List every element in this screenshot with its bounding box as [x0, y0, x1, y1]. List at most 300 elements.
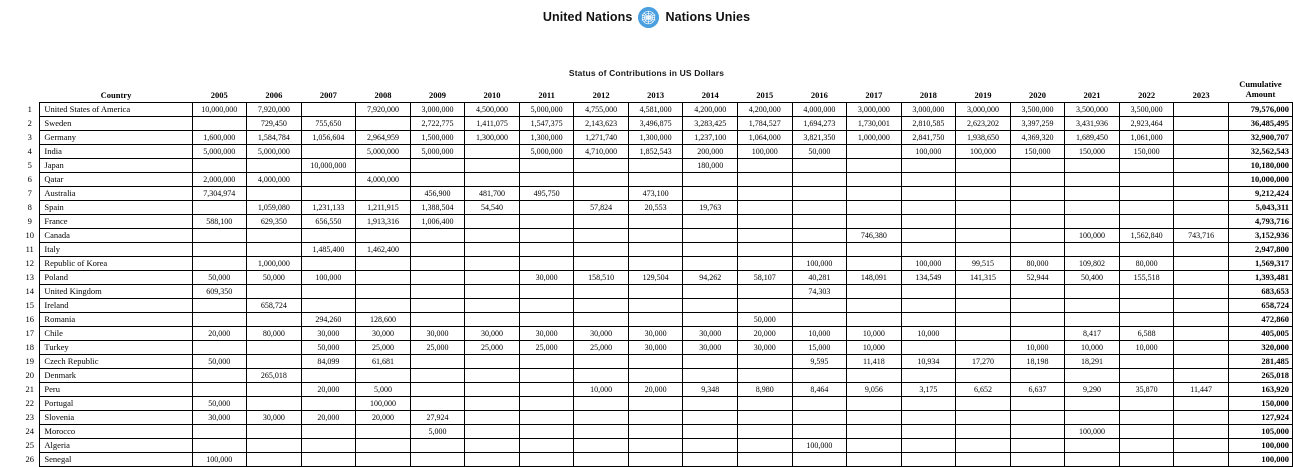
contribution-cell-2022: 80,000	[1119, 256, 1174, 270]
contribution-cell-2016	[792, 186, 847, 200]
country-name-cell: Morocco	[40, 424, 192, 438]
contribution-cell-2019	[956, 452, 1011, 466]
contribution-cell-2010	[465, 410, 520, 424]
contribution-cell-2019	[956, 326, 1011, 340]
contribution-cell-2012	[574, 312, 629, 326]
contribution-cell-2010	[465, 228, 520, 242]
contribution-cell-2020	[1010, 396, 1065, 410]
contribution-cell-2006: 729,450	[247, 116, 302, 130]
contribution-cell-2006	[247, 228, 302, 242]
contribution-cell-2023	[1174, 158, 1229, 172]
contribution-cell-2005	[192, 228, 247, 242]
table-row	[20, 144, 1293, 158]
contribution-cell-2022: 6,588	[1119, 326, 1174, 340]
contribution-cell-2010: 481,700	[465, 186, 520, 200]
contributions-table-container	[0, 80, 1293, 467]
contribution-cell-2015: 30,000	[738, 340, 793, 354]
contribution-cell-2014	[683, 368, 738, 382]
contribution-cell-2020	[1010, 298, 1065, 312]
contribution-cell-2014	[683, 396, 738, 410]
contribution-cell-2008	[356, 116, 411, 130]
contribution-cell-2010	[465, 214, 520, 228]
contribution-cell-2022	[1119, 438, 1174, 452]
contribution-cell-2022	[1119, 354, 1174, 368]
contribution-cell-2009	[410, 452, 465, 466]
contribution-cell-2017	[847, 214, 902, 228]
contribution-cell-2010: 25,000	[465, 340, 520, 354]
contribution-cell-2006: 50,000	[247, 270, 302, 284]
contribution-cell-2009: 25,000	[410, 340, 465, 354]
table-row	[20, 354, 1293, 368]
contribution-cell-2018	[901, 172, 956, 186]
contribution-cell-2005	[192, 438, 247, 452]
contribution-cell-2017: 11,418	[847, 354, 902, 368]
contribution-cell-2016	[792, 452, 847, 466]
contribution-cell-2005	[192, 158, 247, 172]
contribution-cell-2020: 10,000	[1010, 340, 1065, 354]
table-row	[20, 186, 1293, 200]
contribution-cell-2012: 30,000	[574, 326, 629, 340]
row-number: 2	[27, 117, 32, 128]
table-row	[20, 424, 1293, 438]
contribution-cell-2018: 134,549	[901, 270, 956, 284]
contribution-cell-2018: 2,810,585	[901, 116, 956, 130]
contribution-cell-2023	[1174, 396, 1229, 410]
contribution-cell-2011	[519, 284, 574, 298]
contribution-cell-2015	[738, 200, 793, 214]
contribution-cell-2023	[1174, 298, 1229, 312]
contribution-cell-2019	[956, 410, 1011, 424]
contribution-cell-2022	[1119, 200, 1174, 214]
country-name-cell: India	[40, 144, 192, 158]
contribution-cell-2012: 4,710,000	[574, 144, 629, 158]
column-header-year-2009: 2009	[428, 89, 446, 100]
contribution-cell-2009: 1,388,504	[410, 200, 465, 214]
contribution-cell-2007: 50,000	[301, 340, 356, 354]
contribution-cell-2020	[1010, 326, 1065, 340]
contribution-cell-2011	[519, 298, 574, 312]
contribution-cell-2015: 1,064,000	[738, 130, 793, 144]
contribution-cell-2008	[356, 438, 411, 452]
cumulative-amount-cell: 405,005	[1228, 326, 1292, 340]
row-number: 12	[25, 257, 34, 268]
contribution-cell-2013: 1,852,543	[628, 144, 683, 158]
cumulative-amount-cell: 10,180,000	[1228, 158, 1292, 172]
contribution-cell-2010: 1,411,075	[465, 116, 520, 130]
contribution-cell-2006: 80,000	[247, 326, 302, 340]
contribution-cell-2019	[956, 158, 1011, 172]
contribution-cell-2018	[901, 368, 956, 382]
contribution-cell-2012	[574, 298, 629, 312]
contribution-cell-2011	[519, 438, 574, 452]
contribution-cell-2019	[956, 284, 1011, 298]
contribution-cell-2020: 18,198	[1010, 354, 1065, 368]
contribution-cell-2014	[683, 172, 738, 186]
contribution-cell-2010	[465, 298, 520, 312]
contribution-cell-2011	[519, 354, 574, 368]
contribution-cell-2016	[792, 172, 847, 186]
contribution-cell-2016	[792, 368, 847, 382]
contribution-cell-2021	[1065, 158, 1120, 172]
contribution-cell-2016	[792, 200, 847, 214]
contribution-cell-2010: 54,540	[465, 200, 520, 214]
contribution-cell-2013	[628, 354, 683, 368]
contribution-cell-2016: 50,000	[792, 144, 847, 158]
contribution-cell-2013	[628, 214, 683, 228]
contribution-cell-2009: 456,900	[410, 186, 465, 200]
cumulative-amount-cell: 32,900,707	[1228, 130, 1292, 144]
contribution-cell-2009	[410, 298, 465, 312]
contribution-cell-2005: 7,304,974	[192, 186, 247, 200]
column-header-year-2010: 2010	[483, 89, 501, 100]
contribution-cell-2005	[192, 200, 247, 214]
contribution-cell-2006	[247, 438, 302, 452]
contribution-cell-2017	[847, 158, 902, 172]
contribution-cell-2016	[792, 158, 847, 172]
contribution-cell-2016: 40,281	[792, 270, 847, 284]
contribution-cell-2005: 2,000,000	[192, 172, 247, 186]
cumulative-amount-cell: 10,000,000	[1228, 172, 1292, 186]
contribution-cell-2014	[683, 256, 738, 270]
contribution-cell-2015: 4,200,000	[738, 102, 793, 116]
contribution-cell-2008: 61,681	[356, 354, 411, 368]
contribution-cell-2016: 10,000	[792, 326, 847, 340]
contribution-cell-2008: 2,964,959	[356, 130, 411, 144]
row-number: 14	[25, 285, 34, 296]
contributions-table	[20, 80, 1293, 467]
contribution-cell-2022: 10,000	[1119, 340, 1174, 354]
masthead-left-text: United Nations	[542, 10, 633, 24]
contribution-cell-2009	[410, 256, 465, 270]
row-number: 8	[27, 201, 32, 212]
contribution-cell-2022	[1119, 158, 1174, 172]
column-header-year-2017: 2017	[865, 89, 883, 100]
contribution-cell-2006	[247, 424, 302, 438]
contribution-cell-2013	[628, 438, 683, 452]
contribution-cell-2020	[1010, 312, 1065, 326]
contribution-cell-2009: 2,722,775	[410, 116, 465, 130]
contribution-cell-2021: 150,000	[1065, 144, 1120, 158]
contribution-cell-2018: 3,000,000	[901, 102, 956, 116]
country-name-cell: France	[40, 214, 192, 228]
contribution-cell-2007: 84,099	[301, 354, 356, 368]
contribution-cell-2006: 4,000,000	[247, 172, 302, 186]
contribution-cell-2020	[1010, 214, 1065, 228]
contribution-cell-2015: 1,784,527	[738, 116, 793, 130]
country-name-cell: Qatar	[40, 172, 192, 186]
contribution-cell-2019	[956, 242, 1011, 256]
contribution-cell-2019	[956, 340, 1011, 354]
row-number: 13	[25, 271, 34, 282]
contribution-cell-2007: 20,000	[301, 410, 356, 424]
contribution-cell-2007	[301, 102, 356, 116]
column-header-cumulative-amount	[1228, 80, 1292, 102]
contribution-cell-2007: 755,650	[301, 116, 356, 130]
contribution-cell-2018	[901, 452, 956, 466]
contribution-cell-2019	[956, 172, 1011, 186]
contribution-cell-2006: 658,724	[247, 298, 302, 312]
contribution-cell-2023	[1174, 452, 1229, 466]
row-number: 18	[25, 341, 34, 352]
contribution-cell-2018	[901, 396, 956, 410]
contribution-cell-2007	[301, 228, 356, 242]
contribution-cell-2022	[1119, 172, 1174, 186]
country-name-cell: Chile	[40, 326, 192, 340]
contribution-cell-2016: 8,464	[792, 382, 847, 396]
table-row	[20, 102, 1293, 116]
table-row	[20, 256, 1293, 270]
contribution-cell-2014: 1,237,100	[683, 130, 738, 144]
table-row	[20, 200, 1293, 214]
contribution-cell-2009	[410, 158, 465, 172]
contribution-cell-2005: 100,000	[192, 452, 247, 466]
contribution-cell-2013	[628, 452, 683, 466]
contribution-cell-2007: 1,231,133	[301, 200, 356, 214]
contribution-cell-2021	[1065, 452, 1120, 466]
contribution-cell-2016	[792, 228, 847, 242]
contribution-cell-2023	[1174, 312, 1229, 326]
contribution-cell-2014: 9,348	[683, 382, 738, 396]
contribution-cell-2017: 1,730,001	[847, 116, 902, 130]
contribution-cell-2015: 100,000	[738, 144, 793, 158]
contribution-cell-2015	[738, 368, 793, 382]
contribution-cell-2015: 20,000	[738, 326, 793, 340]
contribution-cell-2014	[683, 452, 738, 466]
contribution-cell-2007	[301, 284, 356, 298]
contribution-cell-2012	[574, 410, 629, 424]
contribution-cell-2023	[1174, 214, 1229, 228]
contribution-cell-2006: 5,000,000	[247, 144, 302, 158]
contribution-cell-2021: 3,500,000	[1065, 102, 1120, 116]
contribution-cell-2009: 5,000	[410, 424, 465, 438]
contribution-cell-2014	[683, 284, 738, 298]
contribution-cell-2022	[1119, 452, 1174, 466]
contribution-cell-2014: 19,763	[683, 200, 738, 214]
contribution-cell-2013: 473,100	[628, 186, 683, 200]
contribution-cell-2016: 3,821,350	[792, 130, 847, 144]
contribution-cell-2006: 30,000	[247, 410, 302, 424]
contribution-cell-2018: 10,934	[901, 354, 956, 368]
contribution-cell-2006	[247, 312, 302, 326]
contribution-cell-2022: 155,518	[1119, 270, 1174, 284]
contribution-cell-2012	[574, 452, 629, 466]
contribution-cell-2012	[574, 186, 629, 200]
row-number: 23	[25, 411, 34, 422]
contribution-cell-2006: 1,059,080	[247, 200, 302, 214]
contribution-cell-2021	[1065, 186, 1120, 200]
contribution-cell-2016	[792, 424, 847, 438]
contribution-cell-2005: 10,000,000	[192, 102, 247, 116]
contribution-cell-2016: 15,000	[792, 340, 847, 354]
contribution-cell-2007	[301, 368, 356, 382]
contribution-cell-2016: 74,303	[792, 284, 847, 298]
contribution-cell-2008	[356, 368, 411, 382]
contribution-cell-2011: 1,300,000	[519, 130, 574, 144]
contribution-cell-2017: 10,000	[847, 340, 902, 354]
cumulative-amount-cell: 4,793,716	[1228, 214, 1292, 228]
cumulative-amount-cell: 100,000	[1228, 438, 1292, 452]
country-name-cell: Slovenia	[40, 410, 192, 424]
contribution-cell-2014	[683, 242, 738, 256]
contribution-cell-2015	[738, 424, 793, 438]
contribution-cell-2005: 1,600,000	[192, 130, 247, 144]
contribution-cell-2007	[301, 172, 356, 186]
row-number: 6	[27, 173, 32, 184]
contribution-cell-2014: 3,283,425	[683, 116, 738, 130]
contribution-cell-2006	[247, 340, 302, 354]
contribution-cell-2014: 200,000	[683, 144, 738, 158]
contribution-cell-2020	[1010, 158, 1065, 172]
column-header-year-2021: 2021	[1083, 89, 1101, 100]
contribution-cell-2010	[465, 312, 520, 326]
contribution-cell-2011: 30,000	[519, 326, 574, 340]
column-header-year-2015: 2015	[756, 89, 774, 100]
contribution-cell-2012	[574, 242, 629, 256]
contribution-cell-2015: 58,107	[738, 270, 793, 284]
contribution-cell-2008	[356, 256, 411, 270]
contribution-cell-2005: 50,000	[192, 354, 247, 368]
contribution-cell-2021	[1065, 172, 1120, 186]
table-row	[20, 438, 1293, 452]
row-number: 22	[25, 397, 34, 408]
table-body	[20, 102, 1293, 466]
contribution-cell-2016: 1,694,273	[792, 116, 847, 130]
cumulative-amount-cell: 3,152,936	[1228, 228, 1292, 242]
contribution-cell-2016: 100,000	[792, 438, 847, 452]
column-header-year-2011: 2011	[538, 89, 555, 100]
contribution-cell-2011	[519, 396, 574, 410]
contribution-cell-2006	[247, 158, 302, 172]
contribution-cell-2011	[519, 172, 574, 186]
contribution-cell-2021	[1065, 368, 1120, 382]
contribution-cell-2020	[1010, 200, 1065, 214]
contribution-cell-2005: 50,000	[192, 396, 247, 410]
contribution-cell-2019	[956, 186, 1011, 200]
contribution-cell-2012	[574, 256, 629, 270]
cumulative-amount-cell: 105,000	[1228, 424, 1292, 438]
contribution-cell-2007: 656,550	[301, 214, 356, 228]
contribution-cell-2015	[738, 242, 793, 256]
table-row	[20, 340, 1293, 354]
contribution-cell-2022	[1119, 368, 1174, 382]
contribution-cell-2017: 148,091	[847, 270, 902, 284]
contribution-cell-2011	[519, 256, 574, 270]
contribution-cell-2020: 3,397,259	[1010, 116, 1065, 130]
contribution-cell-2012: 158,510	[574, 270, 629, 284]
column-header-year-2007: 2007	[319, 89, 337, 100]
contribution-cell-2021: 109,802	[1065, 256, 1120, 270]
contribution-cell-2008	[356, 452, 411, 466]
contribution-cell-2011	[519, 158, 574, 172]
contribution-cell-2021	[1065, 312, 1120, 326]
row-number: 7	[27, 187, 32, 198]
contribution-cell-2022	[1119, 186, 1174, 200]
contribution-cell-2009: 1,500,000	[410, 130, 465, 144]
contribution-cell-2021	[1065, 200, 1120, 214]
table-row	[20, 214, 1293, 228]
column-header-year-2005: 2005	[210, 89, 228, 100]
contribution-cell-2022: 2,923,464	[1119, 116, 1174, 130]
contribution-cell-2017: 1,000,000	[847, 130, 902, 144]
contribution-cell-2020	[1010, 410, 1065, 424]
column-header-year-2016: 2016	[810, 89, 828, 100]
contribution-cell-2018	[901, 340, 956, 354]
table-row	[20, 452, 1293, 466]
contribution-cell-2023	[1174, 186, 1229, 200]
contribution-cell-2008: 1,462,400	[356, 242, 411, 256]
contribution-cell-2012: 57,824	[574, 200, 629, 214]
contribution-cell-2015	[738, 438, 793, 452]
contribution-cell-2022	[1119, 312, 1174, 326]
contribution-cell-2008	[356, 284, 411, 298]
table-row	[20, 298, 1293, 312]
contribution-cell-2010	[465, 270, 520, 284]
country-name-cell: Peru	[40, 382, 192, 396]
contribution-cell-2013: 30,000	[628, 340, 683, 354]
contribution-cell-2018	[901, 424, 956, 438]
contribution-cell-2015	[738, 186, 793, 200]
row-number: 19	[25, 355, 34, 366]
contribution-cell-2013: 4,581,000	[628, 102, 683, 116]
contribution-cell-2008: 100,000	[356, 396, 411, 410]
contribution-cell-2012	[574, 438, 629, 452]
contribution-cell-2018	[901, 438, 956, 452]
contribution-cell-2008: 1,913,316	[356, 214, 411, 228]
table-row	[20, 270, 1293, 284]
row-number: 4	[27, 145, 32, 156]
column-header-year-2008: 2008	[374, 89, 392, 100]
contribution-cell-2016	[792, 214, 847, 228]
contribution-cell-2013	[628, 284, 683, 298]
un-emblem-icon	[638, 7, 659, 28]
contribution-cell-2013	[628, 298, 683, 312]
contribution-cell-2005: 5,000,000	[192, 144, 247, 158]
cumulative-amount-cell: 281,485	[1228, 354, 1292, 368]
cumulative-amount-cell: 658,724	[1228, 298, 1292, 312]
cumulative-amount-cell: 472,860	[1228, 312, 1292, 326]
contribution-cell-2011	[519, 242, 574, 256]
cumulative-amount-cell: 2,947,800	[1228, 242, 1292, 256]
contribution-cell-2020	[1010, 228, 1065, 242]
contribution-cell-2017	[847, 242, 902, 256]
contribution-cell-2018: 2,841,750	[901, 130, 956, 144]
row-number: 9	[27, 215, 32, 226]
contribution-cell-2023: 11,447	[1174, 382, 1229, 396]
contribution-cell-2009: 27,924	[410, 410, 465, 424]
contribution-cell-2015: 8,980	[738, 382, 793, 396]
contribution-cell-2022: 3,500,000	[1119, 102, 1174, 116]
contribution-cell-2007	[301, 144, 356, 158]
contribution-cell-2021	[1065, 284, 1120, 298]
contribution-cell-2023	[1174, 144, 1229, 158]
contribution-cell-2007	[301, 438, 356, 452]
table-header	[20, 80, 1293, 102]
contribution-cell-2013	[628, 242, 683, 256]
table-row	[20, 284, 1293, 298]
contribution-cell-2015	[738, 298, 793, 312]
country-name-cell: Romania	[40, 312, 192, 326]
contribution-cell-2010	[465, 158, 520, 172]
contribution-cell-2005: 20,000	[192, 326, 247, 340]
contribution-cell-2010: 4,500,000	[465, 102, 520, 116]
contribution-cell-2006	[247, 452, 302, 466]
contribution-cell-2017: 9,056	[847, 382, 902, 396]
contribution-cell-2020: 150,000	[1010, 144, 1065, 158]
contribution-cell-2016	[792, 396, 847, 410]
contribution-cell-2019: 17,270	[956, 354, 1011, 368]
contribution-cell-2014	[683, 228, 738, 242]
contribution-cell-2011: 25,000	[519, 340, 574, 354]
